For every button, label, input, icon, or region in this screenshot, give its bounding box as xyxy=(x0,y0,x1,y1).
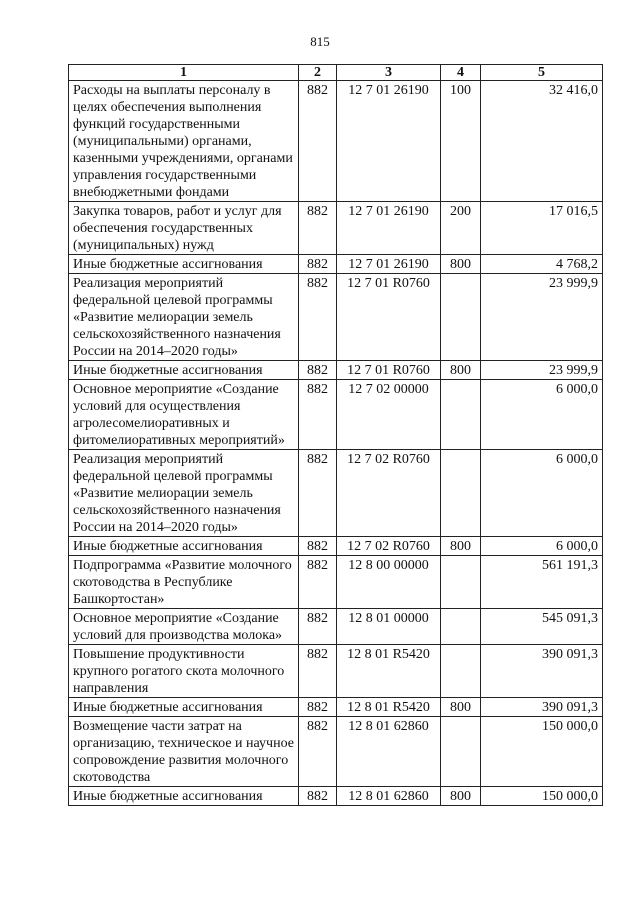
row-amount-cell: 6 000,0 xyxy=(481,537,603,556)
table-row xyxy=(69,645,603,698)
row-ministry-code-cell: 882 xyxy=(299,609,337,645)
table-row xyxy=(69,556,603,609)
header-row xyxy=(69,65,603,81)
row-expense-type-cell: 800 xyxy=(441,361,481,380)
row-target-item-cell: 12 7 02 R0760 xyxy=(337,537,441,556)
table-row xyxy=(69,274,603,361)
row-expense-type-cell xyxy=(441,645,481,698)
row-expense-type-cell xyxy=(441,609,481,645)
row-name-cell: Повышение продуктивности крупного рогатого скота молочного направления xyxy=(69,645,299,698)
page-number: 815 xyxy=(310,34,330,49)
row-amount-cell: 390 091,3 xyxy=(481,645,603,698)
row-expense-type-cell: 800 xyxy=(441,698,481,717)
row-target-item-cell: 12 8 01 R5420 xyxy=(337,645,441,698)
row-name-cell: Реализация мероприятий федеральной целевой программы «Развитие мелиорации земель сельскохозяйственного назначения России на 2014–2020 годы» xyxy=(69,274,299,361)
budget-table xyxy=(68,64,603,806)
row-target-item-cell: 12 7 01 R0760 xyxy=(337,274,441,361)
header-col-4: 4 xyxy=(441,65,481,81)
row-ministry-code-cell: 882 xyxy=(299,361,337,380)
row-expense-type-cell: 100 xyxy=(441,81,481,202)
row-amount-cell: 6 000,0 xyxy=(481,450,603,537)
row-target-item-cell: 12 7 01 26190 xyxy=(337,202,441,255)
row-expense-type-cell: 200 xyxy=(441,202,481,255)
row-ministry-code-cell: 882 xyxy=(299,698,337,717)
table-row xyxy=(69,450,603,537)
row-ministry-code-cell: 882 xyxy=(299,450,337,537)
row-ministry-code-cell: 882 xyxy=(299,537,337,556)
row-target-item-cell: 12 7 01 26190 xyxy=(337,81,441,202)
table-row xyxy=(69,202,603,255)
row-target-item-cell: 12 8 01 00000 xyxy=(337,609,441,645)
row-amount-cell: 6 000,0 xyxy=(481,380,603,450)
header-col-3: 3 xyxy=(337,65,441,81)
table-row xyxy=(69,380,603,450)
row-target-item-cell: 12 7 01 R0760 xyxy=(337,361,441,380)
row-expense-type-cell xyxy=(441,556,481,609)
row-name-cell: Иные бюджетные ассигнования xyxy=(69,698,299,717)
row-name-cell: Иные бюджетные ассигнования xyxy=(69,787,299,806)
row-target-item-cell: 12 7 01 26190 xyxy=(337,255,441,274)
row-ministry-code-cell: 882 xyxy=(299,380,337,450)
row-expense-type-cell: 800 xyxy=(441,537,481,556)
row-ministry-code-cell: 882 xyxy=(299,787,337,806)
header-col-5: 5 xyxy=(481,65,603,81)
row-name-cell: Закупка товаров, работ и услуг для обеспечения государственных (муниципальных) нужд xyxy=(69,202,299,255)
row-target-item-cell: 12 7 02 00000 xyxy=(337,380,441,450)
row-name-cell: Возмещение части затрат на организацию, техническое и научное сопровождение развития молочного скотоводства xyxy=(69,717,299,787)
row-amount-cell: 150 000,0 xyxy=(481,717,603,787)
row-target-item-cell: 12 8 00 00000 xyxy=(337,556,441,609)
row-expense-type-cell: 800 xyxy=(441,787,481,806)
row-ministry-code-cell: 882 xyxy=(299,717,337,787)
row-name-cell: Реализация мероприятий федеральной целевой программы «Развитие мелиорации земель сельскохозяйственного назначения России на 2014–2020 годы» xyxy=(69,450,299,537)
row-amount-cell: 4 768,2 xyxy=(481,255,603,274)
row-name-cell: Иные бюджетные ассигнования xyxy=(69,255,299,274)
table-row xyxy=(69,361,603,380)
row-expense-type-cell: 800 xyxy=(441,255,481,274)
row-target-item-cell: 12 8 01 62860 xyxy=(337,787,441,806)
row-name-cell: Иные бюджетные ассигнования xyxy=(69,361,299,380)
row-name-cell: Основное мероприятие «Создание условий для производства молока» xyxy=(69,609,299,645)
row-amount-cell: 32 416,0 xyxy=(481,81,603,202)
row-ministry-code-cell: 882 xyxy=(299,274,337,361)
row-amount-cell: 17 016,5 xyxy=(481,202,603,255)
table-row xyxy=(69,255,603,274)
table-row xyxy=(69,609,603,645)
row-ministry-code-cell: 882 xyxy=(299,645,337,698)
table-row xyxy=(69,537,603,556)
row-expense-type-cell xyxy=(441,717,481,787)
row-amount-cell: 545 091,3 xyxy=(481,609,603,645)
table-row xyxy=(69,717,603,787)
row-ministry-code-cell: 882 xyxy=(299,81,337,202)
row-name-cell: Основное мероприятие «Создание условий для осуществления агролесомелиоративных и фитомелиоративных мероприятий» xyxy=(69,380,299,450)
row-target-item-cell: 12 8 01 62860 xyxy=(337,717,441,787)
header-col-1: 1 xyxy=(69,65,299,81)
row-ministry-code-cell: 882 xyxy=(299,556,337,609)
row-ministry-code-cell: 882 xyxy=(299,202,337,255)
table-row xyxy=(69,787,603,806)
row-ministry-code-cell: 882 xyxy=(299,255,337,274)
row-name-cell: Расходы на выплаты персоналу в целях обеспечения выполнения функций государственными (муниципальными) органами, казенными учреждениями, органами управления государственными внебюджетными фондами xyxy=(69,81,299,202)
row-target-item-cell: 12 7 02 R0760 xyxy=(337,450,441,537)
row-amount-cell: 23 999,9 xyxy=(481,274,603,361)
row-name-cell: Подпрограмма «Развитие молочного скотоводства в Республике Башкортостан» xyxy=(69,556,299,609)
table-row xyxy=(69,698,603,717)
row-name-cell: Иные бюджетные ассигнования xyxy=(69,537,299,556)
table-row xyxy=(69,81,603,202)
row-expense-type-cell xyxy=(441,274,481,361)
row-expense-type-cell xyxy=(441,380,481,450)
row-target-item-cell: 12 8 01 R5420 xyxy=(337,698,441,717)
header-col-2: 2 xyxy=(299,65,337,81)
row-expense-type-cell xyxy=(441,450,481,537)
row-amount-cell: 150 000,0 xyxy=(481,787,603,806)
row-amount-cell: 23 999,9 xyxy=(481,361,603,380)
row-amount-cell: 390 091,3 xyxy=(481,698,603,717)
row-amount-cell: 561 191,3 xyxy=(481,556,603,609)
